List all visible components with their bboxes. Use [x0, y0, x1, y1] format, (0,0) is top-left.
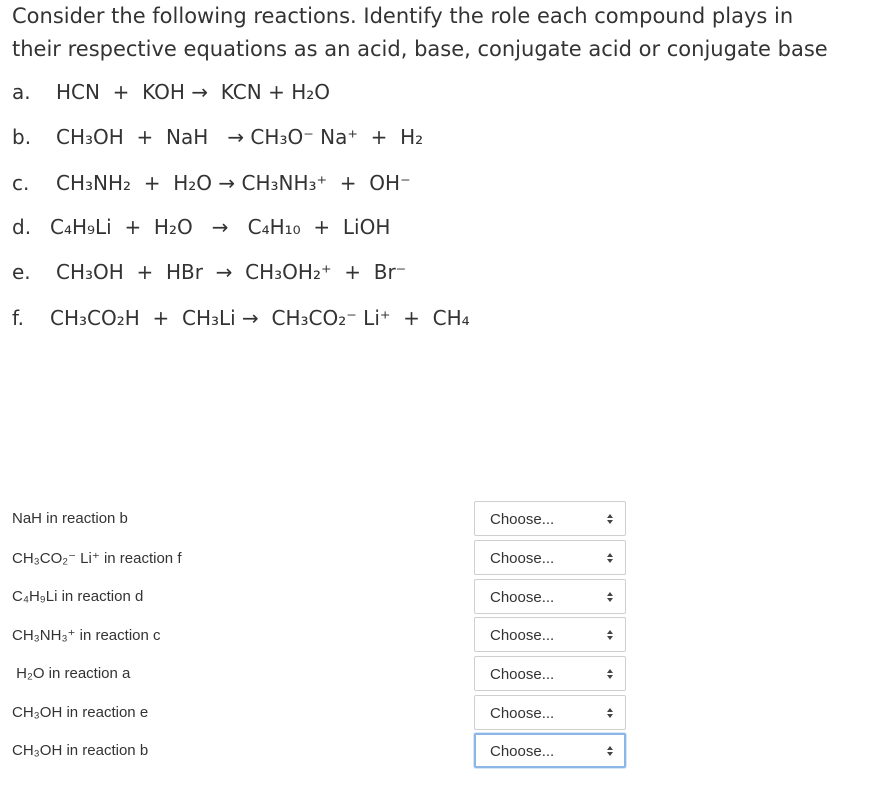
- reaction-equation: CH₃OH + HBr → CH₃OH₂⁺ + Br⁻: [56, 260, 407, 284]
- question-label: NaH in reaction b: [12, 510, 128, 527]
- answer-select[interactable]: [474, 501, 626, 536]
- question-label: CH₃OH in reaction b: [12, 742, 149, 759]
- reaction-letter: d.: [12, 215, 32, 239]
- instructions-line-2: their respective equations as an acid, base, conjugate acid or conjugate base: [12, 37, 828, 61]
- select-value: Choose...: [490, 511, 555, 528]
- question-row: [0, 579, 884, 616]
- reaction-c: [12, 170, 411, 196]
- select-value: Choose...: [490, 743, 555, 760]
- question-label: H₂O in reaction a: [12, 665, 131, 682]
- reaction-equation: CH₃OH + NaH → CH₃O⁻ Na⁺ + H₂: [56, 125, 424, 149]
- question-row: [0, 540, 884, 577]
- reaction-letter: e.: [12, 260, 31, 284]
- updown-arrows-icon: [606, 513, 614, 525]
- question-row: [0, 656, 884, 693]
- select-value: Choose...: [490, 589, 555, 606]
- select-value: Choose...: [490, 627, 555, 644]
- reaction-f: [12, 305, 470, 331]
- answer-select[interactable]: [474, 579, 626, 614]
- reaction-letter: a.: [12, 80, 31, 104]
- question-label: C₄H₉Li in reaction d: [12, 588, 144, 605]
- updown-arrows-icon: [606, 552, 614, 564]
- select-value: Choose...: [490, 705, 555, 722]
- reaction-equation: CH₃NH₂ + H₂O → CH₃NH₃⁺ + OH⁻: [56, 171, 411, 195]
- updown-arrows-icon: [606, 707, 614, 719]
- select-value: Choose...: [490, 550, 555, 567]
- reaction-d: [12, 214, 390, 240]
- instructions: [12, 0, 884, 66]
- reaction-a: [12, 79, 330, 105]
- reaction-letter: f.: [12, 306, 24, 330]
- reaction-b: [12, 124, 423, 150]
- select-value: Choose...: [490, 666, 555, 683]
- answer-select[interactable]: [474, 733, 626, 768]
- question-row: [0, 733, 884, 770]
- answer-select[interactable]: [474, 695, 626, 730]
- reaction-equation: CH₃CO₂H + CH₃Li → CH₃CO₂⁻ Li⁺ + CH₄: [50, 306, 470, 330]
- instructions-line-1: Consider the following reactions. Identify the role each compound plays in: [12, 4, 794, 28]
- updown-arrows-icon: [606, 629, 614, 641]
- answer-select[interactable]: [474, 540, 626, 575]
- question-label: CH₃CO₂⁻ Li⁺ in reaction f: [12, 550, 182, 567]
- question-row: [0, 501, 884, 538]
- answer-select[interactable]: [474, 617, 626, 652]
- updown-arrows-icon: [606, 668, 614, 680]
- question-row: [0, 695, 884, 732]
- reaction-e: [12, 259, 406, 285]
- question-label: CH₃OH in reaction e: [12, 704, 149, 721]
- reaction-equation: HCN + KOH → KCN + H₂O: [56, 80, 331, 104]
- updown-arrows-icon: [606, 745, 614, 757]
- updown-arrows-icon: [606, 591, 614, 603]
- reaction-equation: C₄H₉Li + H₂O → C₄H₁₀ + LiOH: [50, 215, 391, 239]
- question-row: [0, 617, 884, 654]
- reaction-letter: c.: [12, 171, 30, 195]
- question-label: CH₃NH₃⁺ in reaction c: [12, 627, 161, 644]
- reaction-letter: b.: [12, 125, 32, 149]
- answer-select[interactable]: [474, 656, 626, 691]
